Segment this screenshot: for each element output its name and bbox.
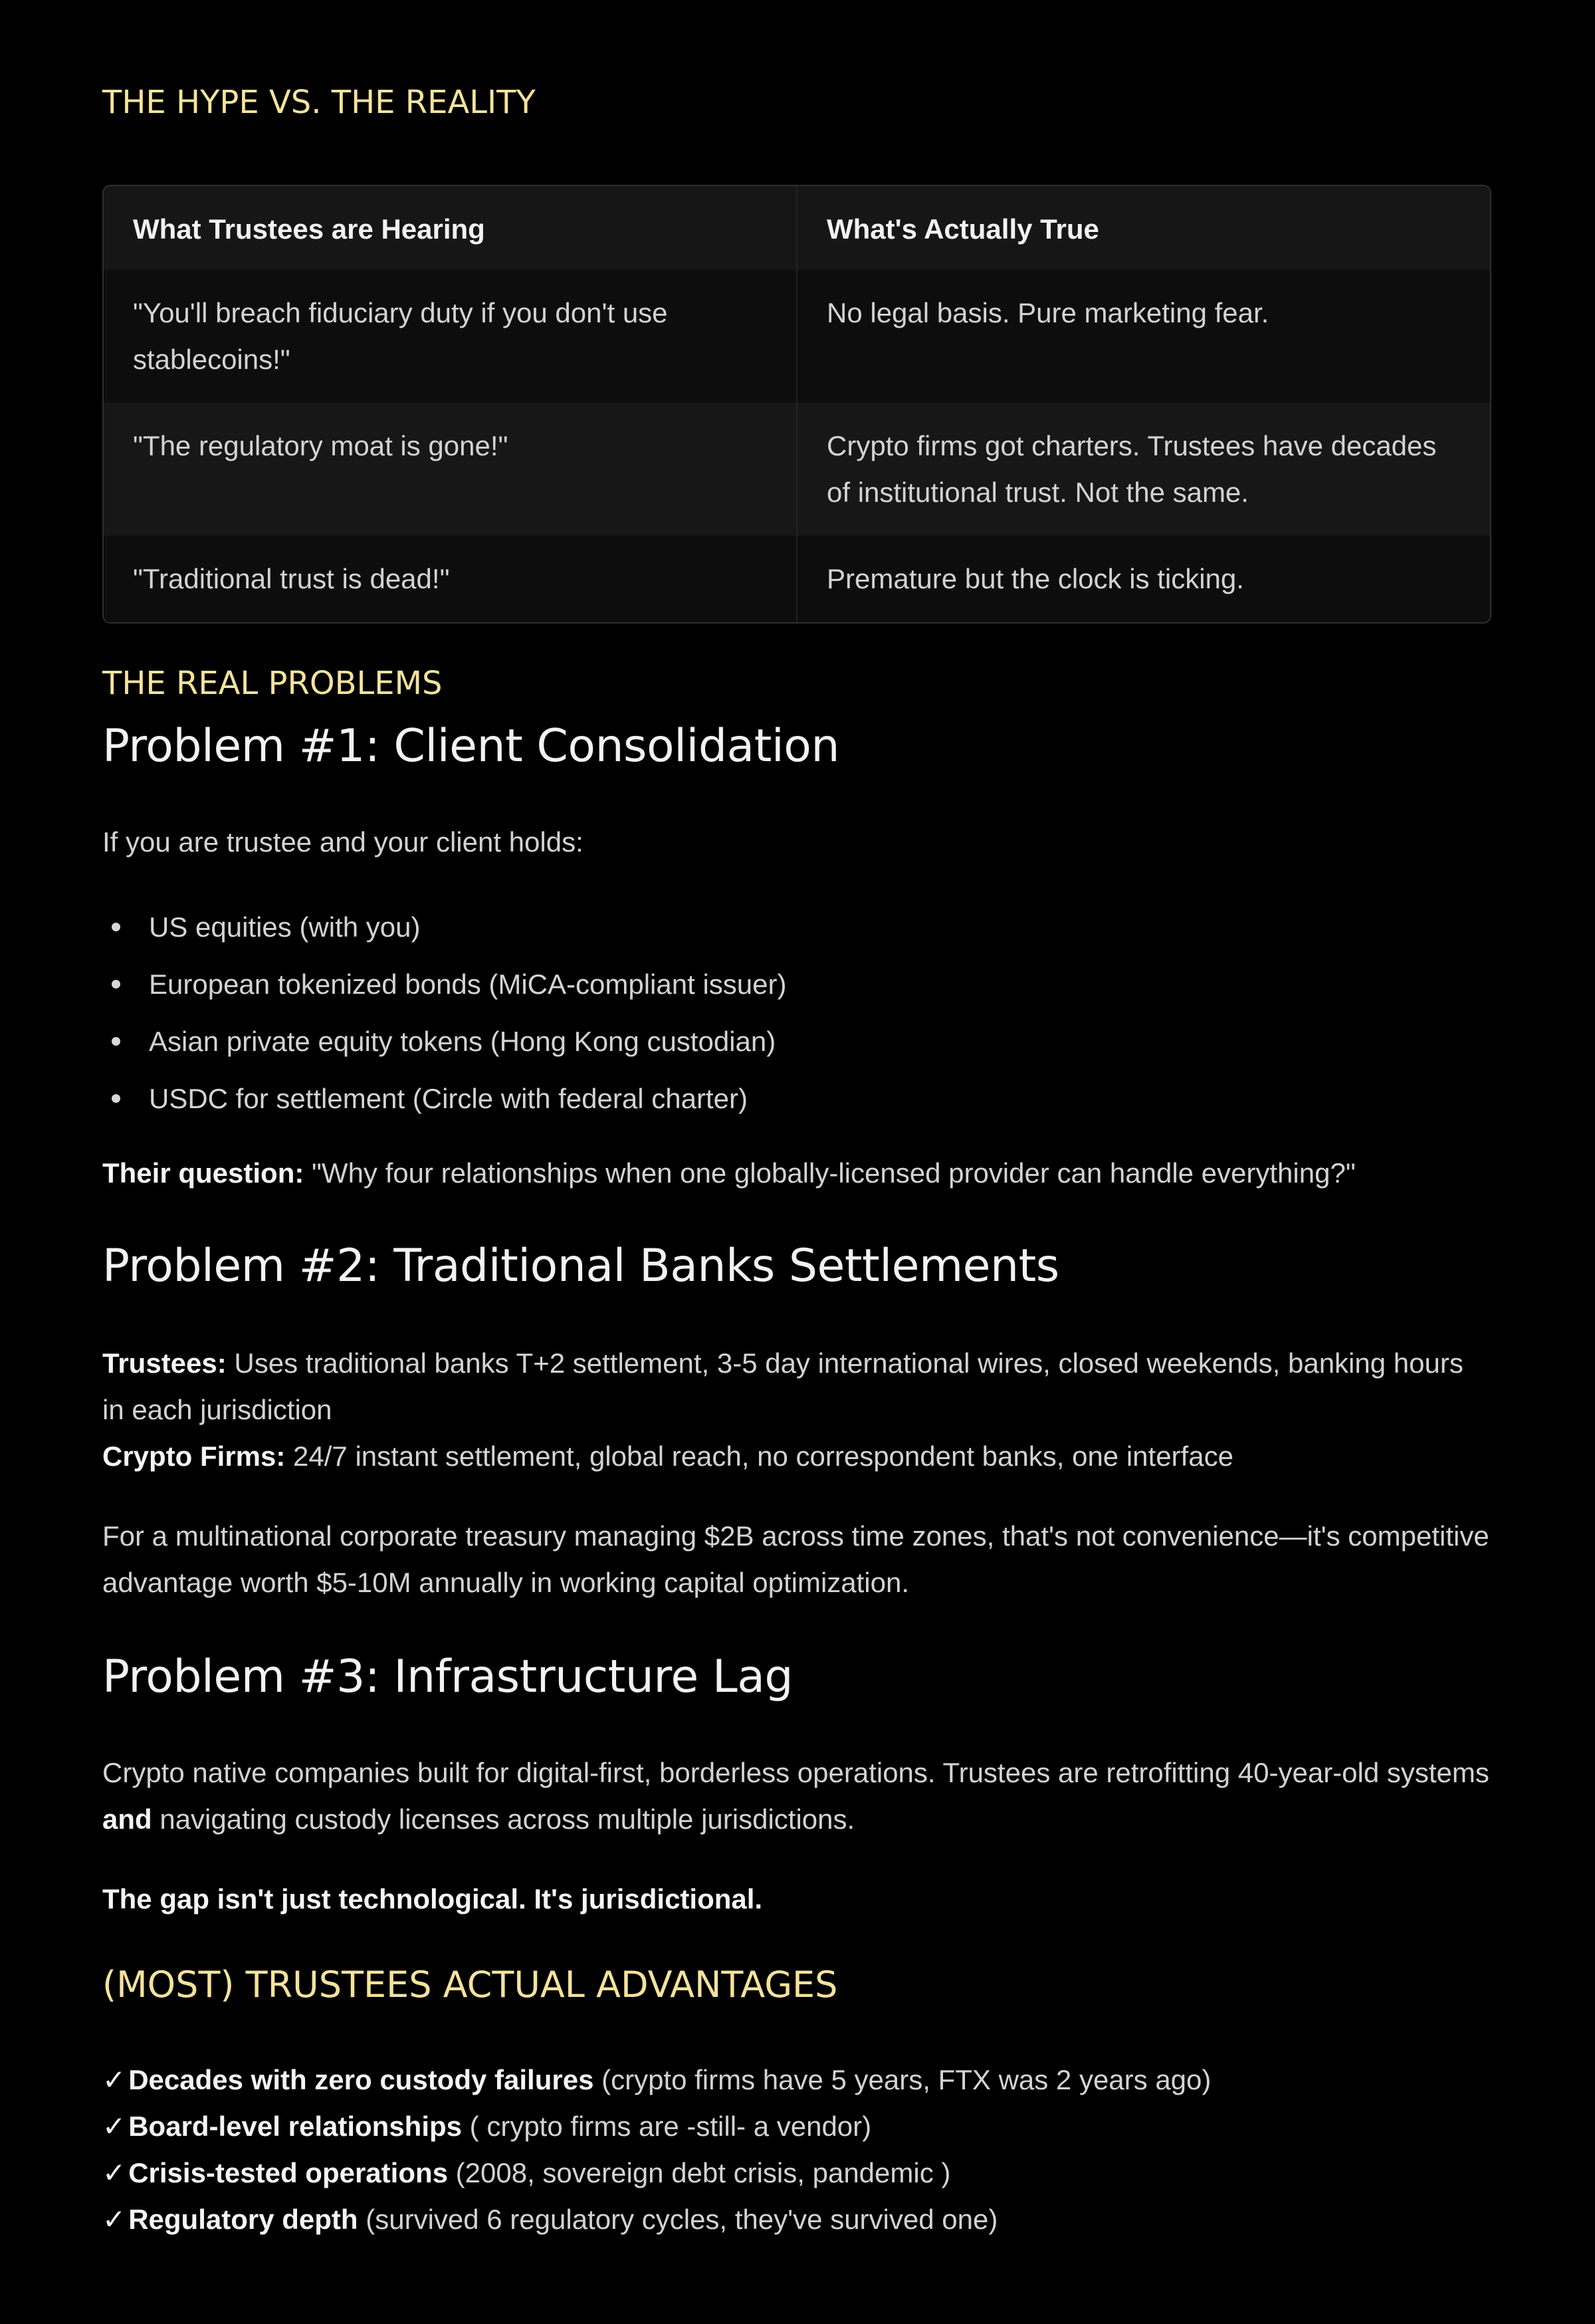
table-header-cell: What's Actually True: [827, 213, 1099, 245]
client-question: [102, 1150, 1491, 1197]
bullet-icon: [112, 923, 120, 931]
trustees-label: Trustees:: [102, 1347, 227, 1379]
treasury-paragraph: For a multinational corporate treasury managing $2B across time zones, that's not convenience—it's competitive advantage worth $5-10M annually in working capital optimization.: [102, 1520, 1489, 1598]
problem-3-heading: Problem #3: Infrastructure Lag: [102, 1651, 794, 1703]
problem-1-intro: If you are trustee and your client holds:: [102, 826, 584, 858]
list-item: ✓Crisis-tested operations (2008, sovereign debt crisis, pandemic ): [102, 2157, 951, 2188]
list-item: ✓Regulatory depth (survived 6 regulatory cycles, they've survived one): [102, 2204, 998, 2235]
table-cell: "You'll breach fiduciary duty if you don't use stablecoins!": [104, 270, 798, 403]
hype-section-label: THE HYPE VS. THE REALITY: [102, 84, 536, 121]
holdings-list: [102, 899, 786, 1127]
bullet-icon: [112, 980, 120, 988]
advantages-section-label: (MOST) TRUSTEES ACTUAL ADVANTAGES: [102, 1964, 838, 2006]
check-icon: ✓: [102, 2111, 126, 2142]
problem-2-heading: Problem #2: Traditional Banks Settlements: [102, 1240, 1059, 1292]
question-text: "Why four relationships when one globally-licensed provider can handle everything?": [304, 1157, 1356, 1189]
table-cell: Crypto firms got charters. Trustees have decades of institutional trust. Not the same.: [827, 430, 1437, 508]
list-item: US equities (with you): [102, 899, 786, 956]
question-label: Their question:: [102, 1157, 304, 1189]
infrastructure-paragraph: Crypto native companies built for digital-first, borderless operations. Trustees are retrofitting 40-year-old systems and navigating custody licenses across multiple jurisdictions.: [102, 1757, 1489, 1835]
problem-1-heading: Problem #1: Client Consolidation: [102, 720, 839, 772]
table-header-row: [104, 186, 1490, 270]
table-cell: Premature but the clock is ticking.: [827, 563, 1244, 594]
advantages-list: [102, 2057, 1211, 2243]
table-header-cell: What Trustees are Hearing: [104, 186, 798, 270]
list-item: ✓Decades with zero custody failures (crypto firms have 5 years, FTX was 2 years ago): [102, 2064, 1212, 2095]
table-cell: No legal basis. Pure marketing fear.: [827, 297, 1269, 328]
list-item: ✓Board-level relationships ( crypto firms are -still- a vendor): [102, 2111, 872, 2142]
table-row: [104, 270, 1490, 403]
problems-section-label: THE REAL PROBLEMS: [102, 665, 443, 702]
hype-vs-reality-table: [102, 185, 1491, 624]
crypto-text: 24/7 instant settlement, global reach, no correspondent banks, one interface: [285, 1441, 1233, 1472]
crypto-label: Crypto Firms:: [102, 1441, 286, 1472]
check-icon: ✓: [102, 2157, 126, 2188]
check-icon: ✓: [102, 2204, 126, 2235]
check-icon: ✓: [102, 2064, 126, 2095]
trustees-comparison: [102, 1340, 1491, 1433]
bullet-icon: [112, 1037, 120, 1046]
crypto-comparison: [102, 1433, 1491, 1480]
table-row: [104, 403, 1490, 536]
table-cell: "The regulatory moat is gone!": [104, 403, 798, 536]
trustees-text: Uses traditional banks T+2 settlement, 3-5 day international wires, closed weekends, banking hours in each jurisdiction: [102, 1347, 1463, 1425]
gap-conclusion: The gap isn't just technological. It's jurisdictional.: [102, 1883, 763, 1915]
table-row: [104, 536, 1490, 622]
table-cell: "Traditional trust is dead!": [104, 536, 798, 622]
list-item: USDC for settlement (Circle with federal charter): [102, 1070, 786, 1127]
list-item: European tokenized bonds (MiCA-compliant issuer): [102, 956, 786, 1013]
list-item: Asian private equity tokens (Hong Kong custodian): [102, 1013, 786, 1070]
bullet-icon: [112, 1094, 120, 1103]
